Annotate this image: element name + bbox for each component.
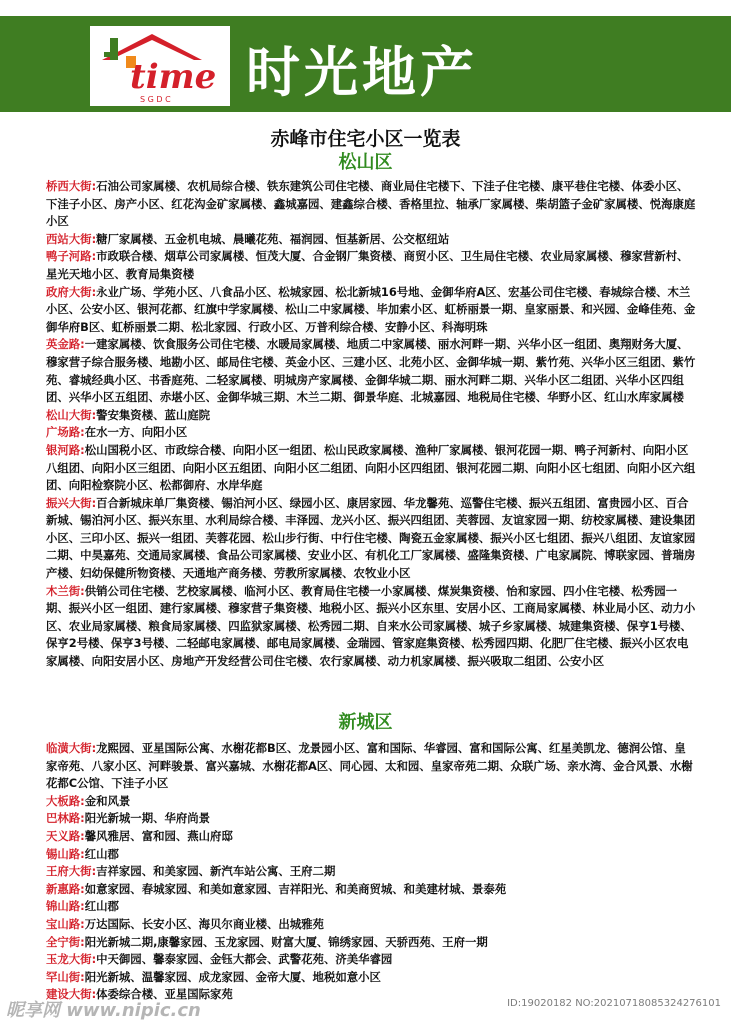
street-name: 天义路: bbox=[46, 828, 85, 843]
street-communities: 糖厂家属楼、五金机电城、晨曦花苑、福润园、恒基新居、公交枢纽站 bbox=[96, 231, 450, 246]
street-name: 全宁街: bbox=[46, 934, 85, 949]
street-row bbox=[46, 178, 696, 231]
street-row bbox=[46, 793, 696, 811]
street-communities: 供销公司住宅楼、艺校家属楼、临河小区、教育局住宅楼一小家属楼、煤炭集资楼、怡和家园、四小住宅楼、松秀园一期、振兴小区一组团、建行家属楼、穆家营子集资楼、地税小区、振兴小区东里、安居小区、工商局家属楼、林业局小区、动力小区、农业局家属楼、粮食局家属楼、四监狱家属楼、松秀园二期、自来水公司家属楼、城子乡家属楼、城建集资楼、保亨1号楼、保亨2号楼、保亨3号楼、二轻邮电家属楼、邮电局家属楼、金瑞园、管家庭集资楼、松秀园四期、化肥厂住宅楼、振兴小区农电家属楼、向阳安居小区、房地产开发经营公司住宅楼、农行家属楼、动力机家属楼、振兴吸取二组团、公安小区 bbox=[46, 583, 696, 669]
street-communities: 市政联合楼、烟草公司家属楼、恒茂大厦、合金钢厂集资楼、商贸小区、卫生局住宅楼、农业局家属楼、穆家营新村、星光天地小区、教育局集资楼 bbox=[46, 249, 689, 281]
street-row bbox=[46, 846, 696, 864]
street-communities: 阳光新城、温馨家园、成龙家园、金帝大厦、地税如意小区 bbox=[84, 969, 381, 984]
street-communities: 万达国际、长安小区、海贝尔商业楼、出城雅苑 bbox=[84, 916, 324, 931]
street-row bbox=[46, 881, 696, 899]
street-name: 巴林路: bbox=[46, 811, 85, 826]
header bbox=[0, 0, 731, 122]
street-name: 王府大街: bbox=[46, 864, 97, 879]
street-name: 罕山街: bbox=[46, 969, 85, 984]
street-communities: 金和风景 bbox=[84, 793, 131, 808]
logo-subtitle: S G D C bbox=[140, 95, 171, 104]
street-name: 西站大街: bbox=[46, 231, 97, 246]
street-name: 广场路: bbox=[46, 425, 85, 440]
street-name: 英金路: bbox=[46, 337, 85, 352]
street-communities: 石油公司家属楼、农机局综合楼、铁东建筑公司住宅楼、商业局住宅楼下、下洼子住宅楼、康平巷住宅楼、体委小区、下洼子小区、房产小区、红花沟金矿家属楼、鑫城嘉园、建鑫综合楼、香格里拉、轴承厂家属楼、柴胡篮子金矿家属楼、悦海康庭小区 bbox=[46, 179, 696, 229]
street-row bbox=[46, 583, 696, 671]
street-name: 临潢大街: bbox=[46, 741, 97, 755]
street-communities: 馨风雅居、富和园、燕山府邸 bbox=[84, 828, 233, 843]
street-row bbox=[46, 898, 696, 916]
page-title: 赤峰市住宅小区一览表 bbox=[270, 128, 461, 150]
watermark-site: 昵享网 www.nipic.cn bbox=[6, 1000, 201, 1021]
street-row bbox=[46, 934, 696, 952]
street-name: 木兰街: bbox=[46, 583, 85, 598]
logo-word: time bbox=[130, 57, 217, 97]
district-heading-songshan: 松山区 bbox=[338, 152, 393, 173]
street-communities: 龙熙园、亚星国际公寓、水榭花都B区、龙景园小区、富和国际、华睿园、富和国际公寓、红星美凯龙、德润公馆、皇家帝苑、八家小区、河畔骏景、富兴嘉城、水榭花都A区、同心园、太和园、皇家帝苑二期、众联广场、亲水湾、金合风景、水榭花都C公馆、下洼子小区 bbox=[46, 741, 693, 791]
songshan-listing bbox=[46, 178, 696, 671]
street-name: 银河路: bbox=[46, 442, 85, 457]
street-row bbox=[46, 863, 696, 881]
district-heading-xincheng: 新城区 bbox=[338, 712, 393, 733]
street-communities: 中天御园、馨泰家园、金钰大都会、武警花苑、济美华睿园 bbox=[96, 952, 393, 967]
company-logo bbox=[90, 26, 230, 106]
street-row bbox=[46, 248, 696, 283]
street-row bbox=[46, 951, 696, 969]
street-row bbox=[46, 231, 696, 249]
brand-name: 时光地产 bbox=[246, 41, 478, 104]
street-communities: 吉祥家园、和美家园、新汽车站公寓、王府二期 bbox=[96, 864, 336, 879]
street-row bbox=[46, 810, 696, 828]
street-row bbox=[46, 969, 696, 987]
xincheng-listing bbox=[46, 740, 696, 1004]
street-name: 松山大街: bbox=[46, 407, 97, 422]
street-name: 锡山路: bbox=[46, 846, 85, 861]
street-row bbox=[46, 916, 696, 934]
street-communities: 红山郡 bbox=[84, 899, 119, 914]
street-communities: 松山国税小区、市政综合楼、向阳小区一组团、松山民政家属楼、渔种厂家属楼、银河花园一期、鸭子河新村、向阳小区八组团、向阳小区三组团、向阳小区五组团、向阳小区二组团、向阳小区四组团、银河花园二期、向阳小区七组团、向阳小区六组团、向阳检察院小区、松都御府、水岸华庭 bbox=[46, 442, 696, 493]
street-row bbox=[46, 407, 696, 425]
street-communities: 如意家园、春城家园、和美如意家园、吉祥阳光、和美商贸城、和美建材城、景泰苑 bbox=[84, 881, 507, 896]
street-name: 振兴大街: bbox=[46, 495, 97, 510]
street-communities: 一建家属楼、饮食服务公司住宅楼、水暖局家属楼、地质二中家属楼、丽水河畔一期、兴华小区一组团、奥翔财务大厦、穆家营子综合服务楼、地勘小区、邮局住宅楼、英金小区、三建小区、北苑小区、金御华城一期、紫竹苑、兴华小区三组团、紫竹苑、睿城经典小区、书香庭苑、二轻家属楼、明城房产家属楼、金御华城二期、丽水河畔二期、兴华小区二组团、兴华小区四组团、兴华小区五组团、赤堪小区、金御华城三期、木兰二期、御景华庭、北城嘉园、地税局住宅楼、华野小区、红山水库家属楼 bbox=[46, 337, 696, 405]
street-row bbox=[46, 495, 696, 583]
street-communities: 阳光新城一期、华府尚景 bbox=[84, 811, 211, 826]
street-row bbox=[46, 442, 696, 495]
street-communities: 在水一方、向阳小区 bbox=[84, 425, 188, 440]
street-communities: 警安集资楼、蓝山庭院 bbox=[96, 407, 211, 422]
street-row bbox=[46, 740, 696, 793]
street-communities: 百合新城床单厂集资楼、锡泊河小区、绿园小区、康居家园、华龙馨苑、巡警住宅楼、振兴五组团、富贵园小区、百合新城、锡泊河小区、振兴东里、水利局综合楼、丰泽园、龙兴小区、振兴四组团、芙蓉园、友谊家园一期、纺校家属楼、建设集团小区、三印小区、振兴一组团、芙蓉花园、松山步行街、中行住宅楼、陶瓷五金家属楼、振兴小区七组团、振兴八组团、友谊家园二期、中昊嘉苑、交通局家属楼、食品公司家属楼、安业小区、有机化工厂家属楼、盛隆集资楼、广电家属院、博联家园、普瑞房产楼、妇幼保健所物资楼、天通地产商务楼、劳教所家属楼、农牧业小区 bbox=[46, 495, 696, 581]
street-name: 建设大街: bbox=[46, 987, 97, 1002]
street-row bbox=[46, 828, 696, 846]
watermark-id: ID:19020182 NO:20210718085324276101 bbox=[507, 998, 721, 1009]
street-communities: 阳光新城二期,康馨家园、玉龙家园、财富大厦、锦绣家园、天骄西苑、王府一期 bbox=[84, 934, 488, 949]
street-name: 锦山路: bbox=[46, 899, 85, 914]
street-name: 桥西大街: bbox=[46, 179, 97, 193]
street-row bbox=[46, 336, 696, 406]
street-communities: 体委综合楼、亚星国际家苑 bbox=[96, 987, 233, 1002]
street-name: 宝山路: bbox=[46, 916, 85, 931]
street-row bbox=[46, 284, 696, 337]
street-name: 鸭子河路: bbox=[46, 249, 97, 264]
street-name: 政府大街: bbox=[46, 284, 97, 299]
street-name: 新惠路: bbox=[46, 881, 85, 896]
street-communities: 永业广场、学苑小区、八食品小区、松城家园、松北新城16号地、金御华府A区、宏基公司住宅楼、春城综合楼、木兰小区、公安小区、银河花都、红旗中学家属楼、松山二中家属楼、毕加索小区、虹桥丽景一期、皇家丽景、和兴园、金峰佳苑、金御华府B区、虹桥丽景二期、松北家园、行政小区、万普利综合楼、安静小区、科海明珠 bbox=[46, 284, 696, 334]
house-logo-icon bbox=[90, 26, 230, 106]
street-communities: 红山郡 bbox=[84, 846, 119, 861]
street-row bbox=[46, 424, 696, 442]
street-name: 玉龙大街: bbox=[46, 952, 97, 967]
street-name: 大板路: bbox=[46, 793, 85, 808]
